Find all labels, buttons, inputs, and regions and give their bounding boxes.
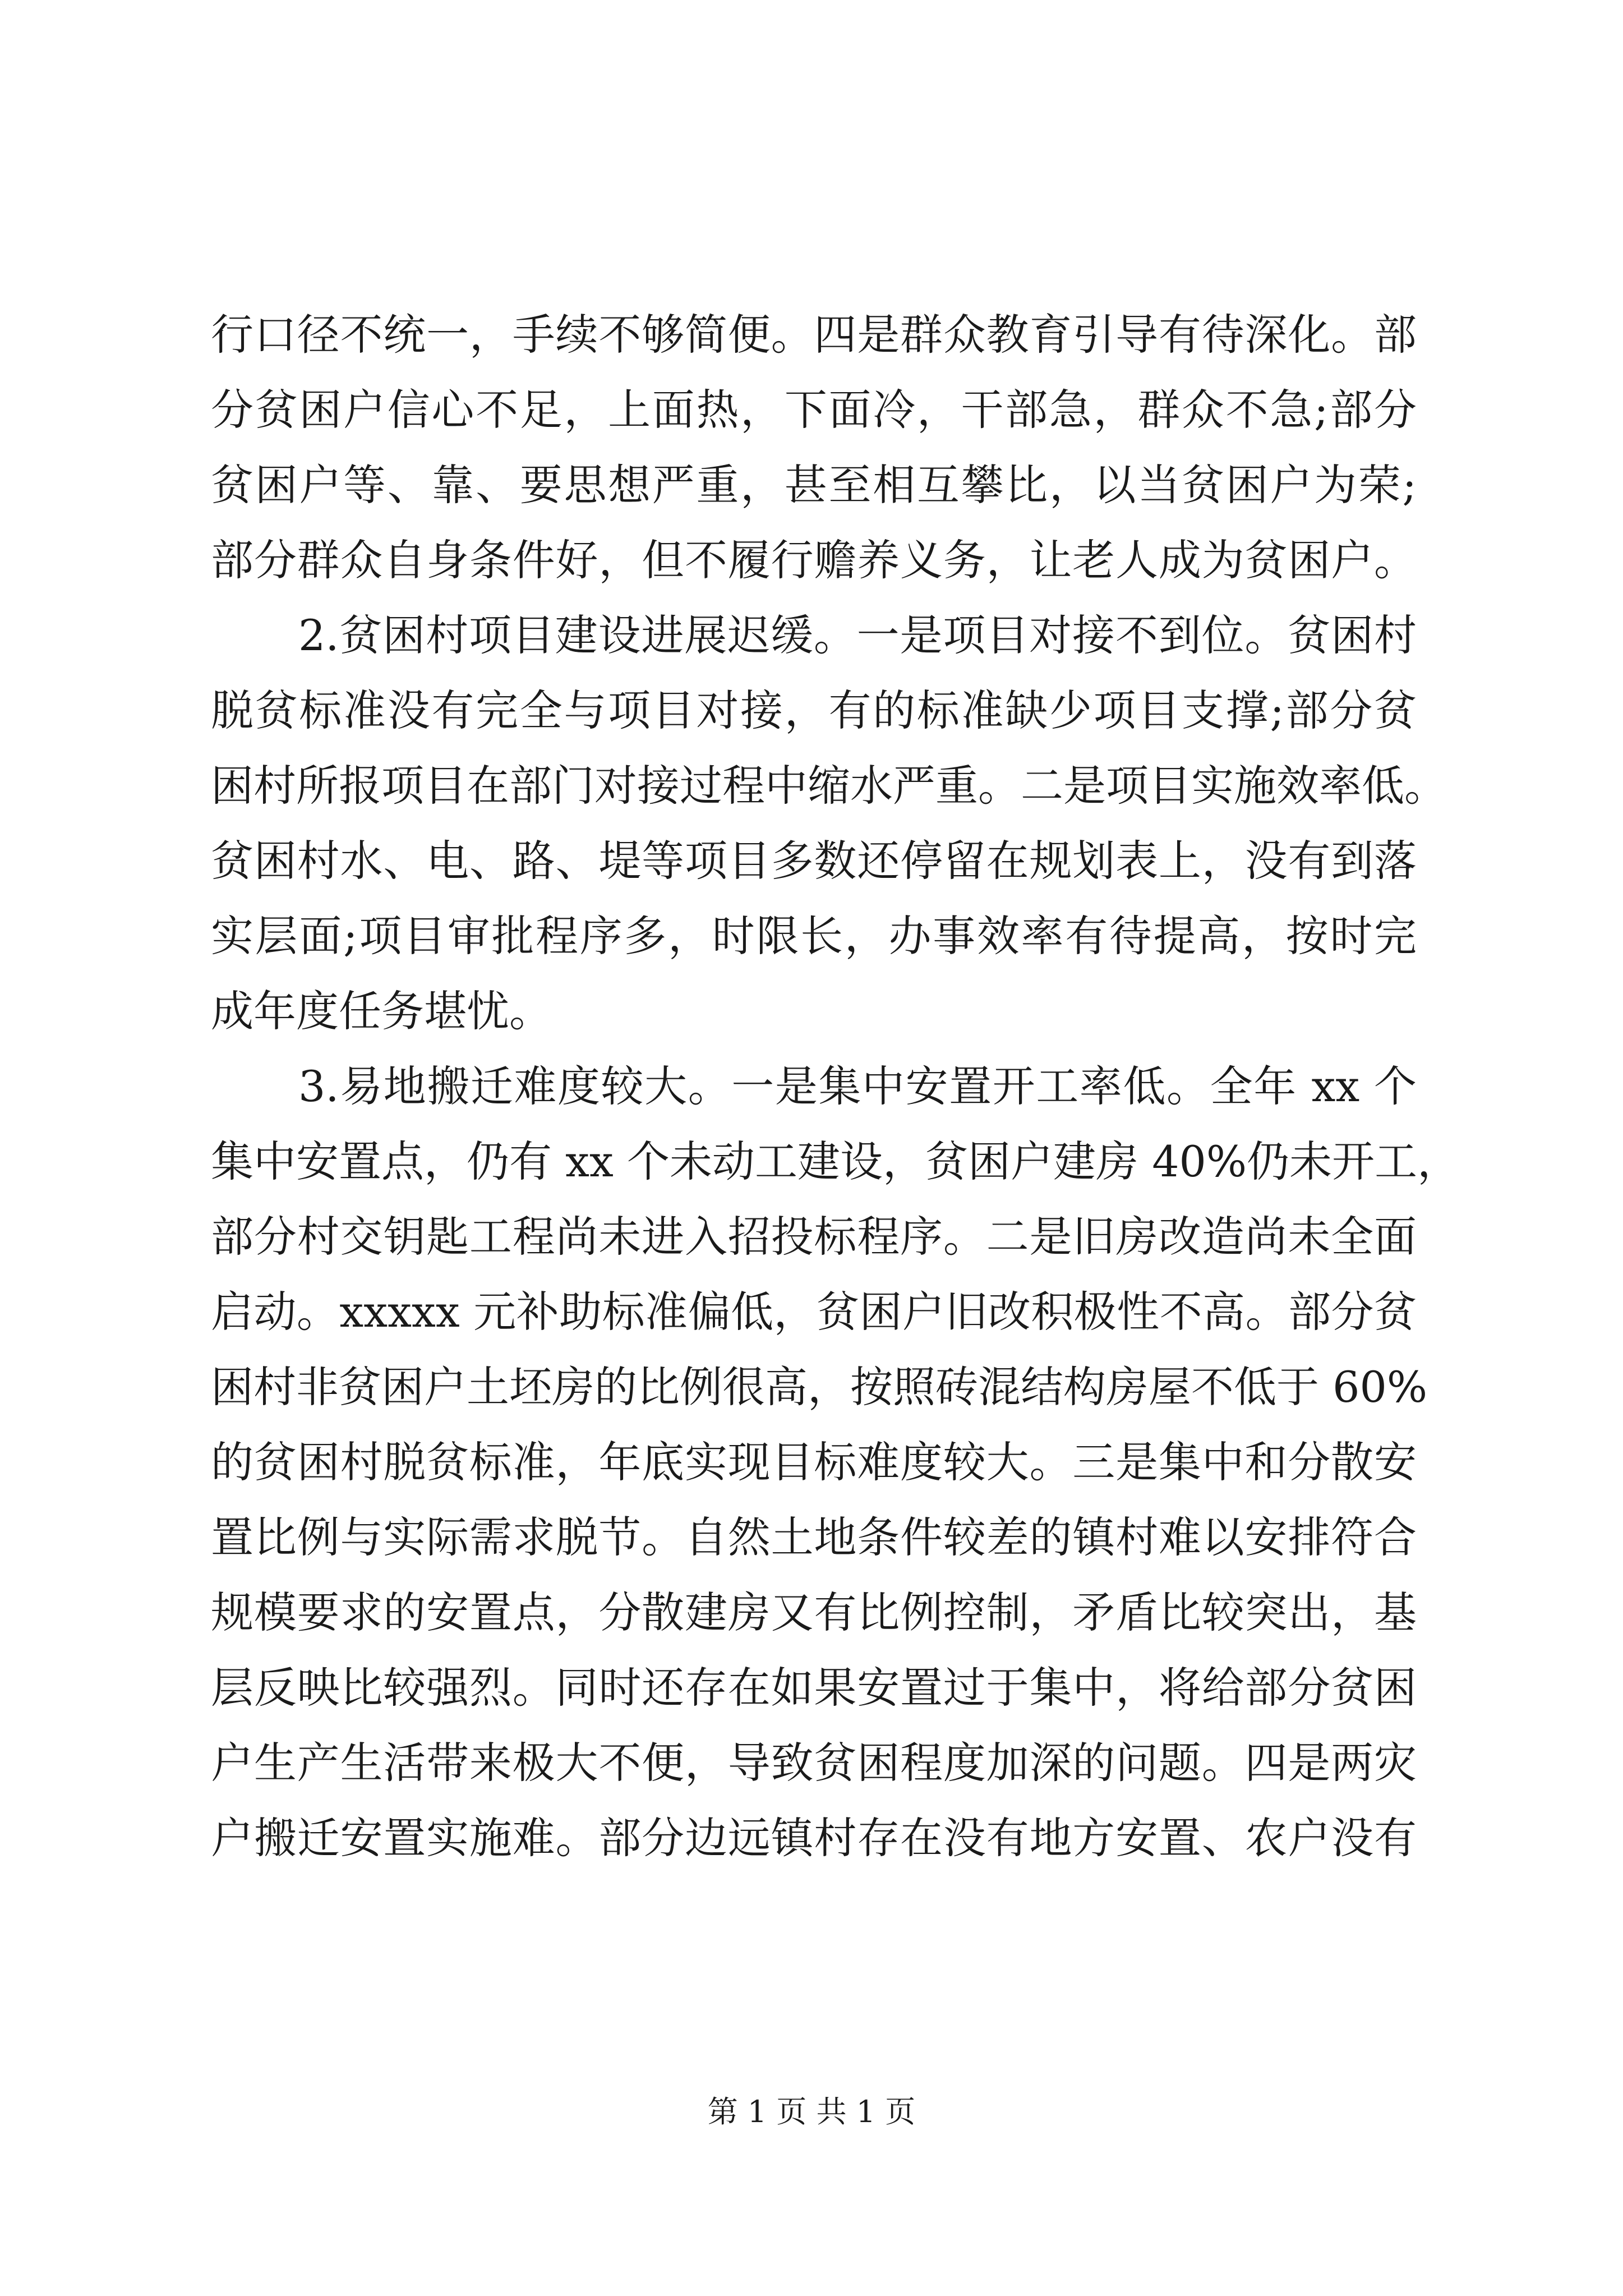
text-line: 户搬迁安置实施难。部分边远镇村存在没有地方安置、农户没有 (211, 1813, 1417, 1863)
text-line: 部分村交钥匙工程尚未进入招投标程序。二是旧房改造尚未全面 (211, 1212, 1417, 1262)
text-line: 户生产生活带来极大不便，导致贫困程度加深的问题。四是两灾 (211, 1738, 1417, 1788)
text-line: 困村非贫困户土坯房的比例很高，按照砖混结构房屋不低于 60% (211, 1362, 1428, 1412)
text-line: 脱贫标准没有完全与项目对接，有的标准缺少项目支撑;部分贫 (211, 685, 1417, 735)
text-line: 3.易地搬迁难度较大。一是集中安置开工率低。全年 xx 个 (298, 1061, 1417, 1111)
text-line: 困村所报项目在部门对接过程中缩水严重。二是项目实施效率低。 (211, 761, 1447, 811)
text-line: 成年度任务堪忧。 (211, 986, 552, 1036)
text-line: 层反映比较强烈。同时还存在如果安置过于集中，将给部分贫困 (211, 1663, 1417, 1713)
text-line: 贫困村水、电、路、堤等项目多数还停留在规划表上，没有到落 (211, 836, 1417, 886)
text-line: 贫困户等、靠、要思想严重，甚至相互攀比，以当贫困户为荣; (211, 460, 1417, 510)
text-line: 的贫困村脱贫标准，年底实现目标难度较大。三是集中和分散安 (211, 1437, 1417, 1487)
text-line: 集中安置点，仍有 xx 个未动工建设，贫困户建房 40%仍未开工， (211, 1137, 1460, 1186)
text-line: 实层面;项目审批程序多，时限长，办事效率有待提高，按时完 (211, 911, 1417, 961)
text-line: 置比例与实际需求脱节。自然土地条件较差的镇村难以安排符合 (211, 1512, 1417, 1562)
text-line: 规模要求的安置点，分散建房又有比例控制，矛盾比较突出，基 (211, 1588, 1417, 1637)
text-line: 2.贫困村项目建设进展迟缓。一是项目对接不到位。贫困村 (298, 610, 1417, 660)
document-body (211, 297, 1460, 1876)
text-line: 部分群众自身条件好，但不履行赡养义务，让老人成为贫困户。 (211, 535, 1417, 585)
text-line: 启动。xxxxx 元补助标准偏低，贫困户旧改积极性不高。部分贫 (211, 1287, 1417, 1337)
page-number-label: 第 1 页 共 1 页 (707, 2094, 916, 2129)
text-line: 分贫困户信心不足，上面热，下面冷，干部急，群众不急;部分 (211, 385, 1417, 435)
text-line: 行口径不统一，手续不够简便。四是群众教育引导有待深化。部 (211, 310, 1417, 360)
page-footer (0, 2092, 1623, 2132)
